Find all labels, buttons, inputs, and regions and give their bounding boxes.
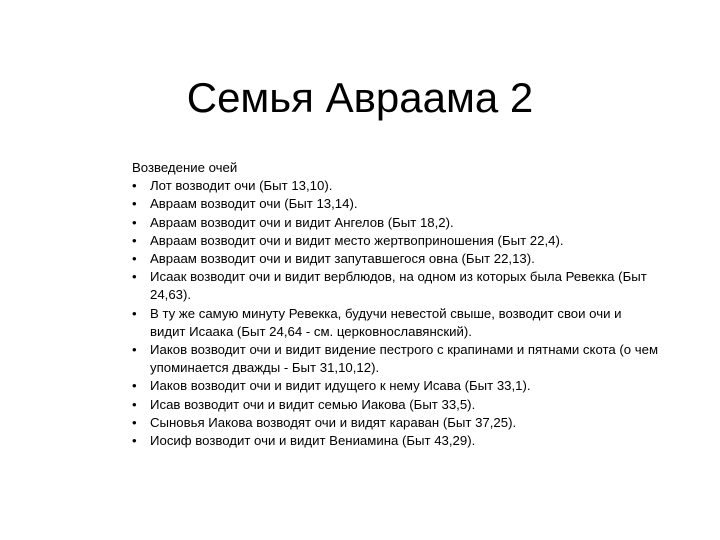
bullet-icon: • bbox=[132, 378, 137, 394]
bullet-icon: • bbox=[132, 232, 137, 248]
section-subheading: Возведение очей bbox=[132, 160, 238, 175]
bullet-icon: • bbox=[132, 214, 137, 230]
bullet-icon: • bbox=[132, 414, 137, 430]
list-item bbox=[132, 195, 660, 213]
list-item-text: Исав возводит очи и видит семью Иакова (Быт 33,5). bbox=[150, 396, 476, 412]
list-item bbox=[132, 396, 660, 414]
list-item-text: Авраам возводит очи и видит место жертвоприношения (Быт 22,4). bbox=[150, 232, 564, 248]
list-item bbox=[132, 377, 660, 395]
bullet-icon: • bbox=[132, 305, 137, 321]
list-item-text: Исаак возводит очи и видит верблюдов, на одном из которых была Ревекка (Быт 24,63). bbox=[150, 269, 647, 303]
bullet-icon: • bbox=[132, 433, 137, 449]
list-item-text: Иаков возводит очи и видит идущего к нему Исава (Быт 33,1). bbox=[150, 378, 531, 394]
list-item bbox=[132, 214, 660, 232]
bullet-list bbox=[132, 177, 660, 450]
list-item-text: Сыновья Иакова возводят очи и видят караван (Быт 37,25). bbox=[150, 414, 517, 430]
list-item-text: Иосиф возводит очи и видит Вениамина (Быт 43,29). bbox=[150, 433, 476, 449]
list-item bbox=[132, 432, 660, 450]
list-item-text: Авраам возводит очи и видит Ангелов (Быт 18,2). bbox=[150, 214, 454, 230]
list-item bbox=[132, 305, 660, 341]
bullet-icon: • bbox=[132, 269, 137, 285]
list-item bbox=[132, 232, 660, 250]
bullet-icon: • bbox=[132, 196, 137, 212]
bullet-icon: • bbox=[132, 396, 137, 412]
list-item-text: Авраам возводит очи (Быт 13,14). bbox=[150, 196, 358, 212]
list-item bbox=[132, 177, 660, 195]
bullet-icon: • bbox=[132, 251, 137, 267]
list-item-text: Лот возводит очи (Быт 13,10). bbox=[150, 178, 333, 194]
slide-title: Семья Авраама 2 bbox=[186, 74, 534, 121]
list-item bbox=[132, 268, 660, 304]
bullet-icon: • bbox=[132, 178, 137, 194]
list-item bbox=[132, 341, 660, 377]
list-item-text: Авраам возводит очи и видит запутавшегося овна (Быт 22,13). bbox=[150, 251, 535, 267]
slide-body bbox=[132, 159, 660, 450]
list-item bbox=[132, 414, 660, 432]
bullet-icon: • bbox=[132, 342, 137, 358]
list-item-text: Иаков возводит очи и видит видение пестрого с крапинами и пятнами скота (о чем упоминается дважды - Быт 31,10,12). bbox=[150, 342, 659, 376]
list-item bbox=[132, 250, 660, 268]
list-item-text: В ту же самую минуту Ревекка, будучи невестой свыше, возводит свои очи и видит Исаака (Быт 24,64 - см. церковнославянский). bbox=[150, 305, 622, 339]
